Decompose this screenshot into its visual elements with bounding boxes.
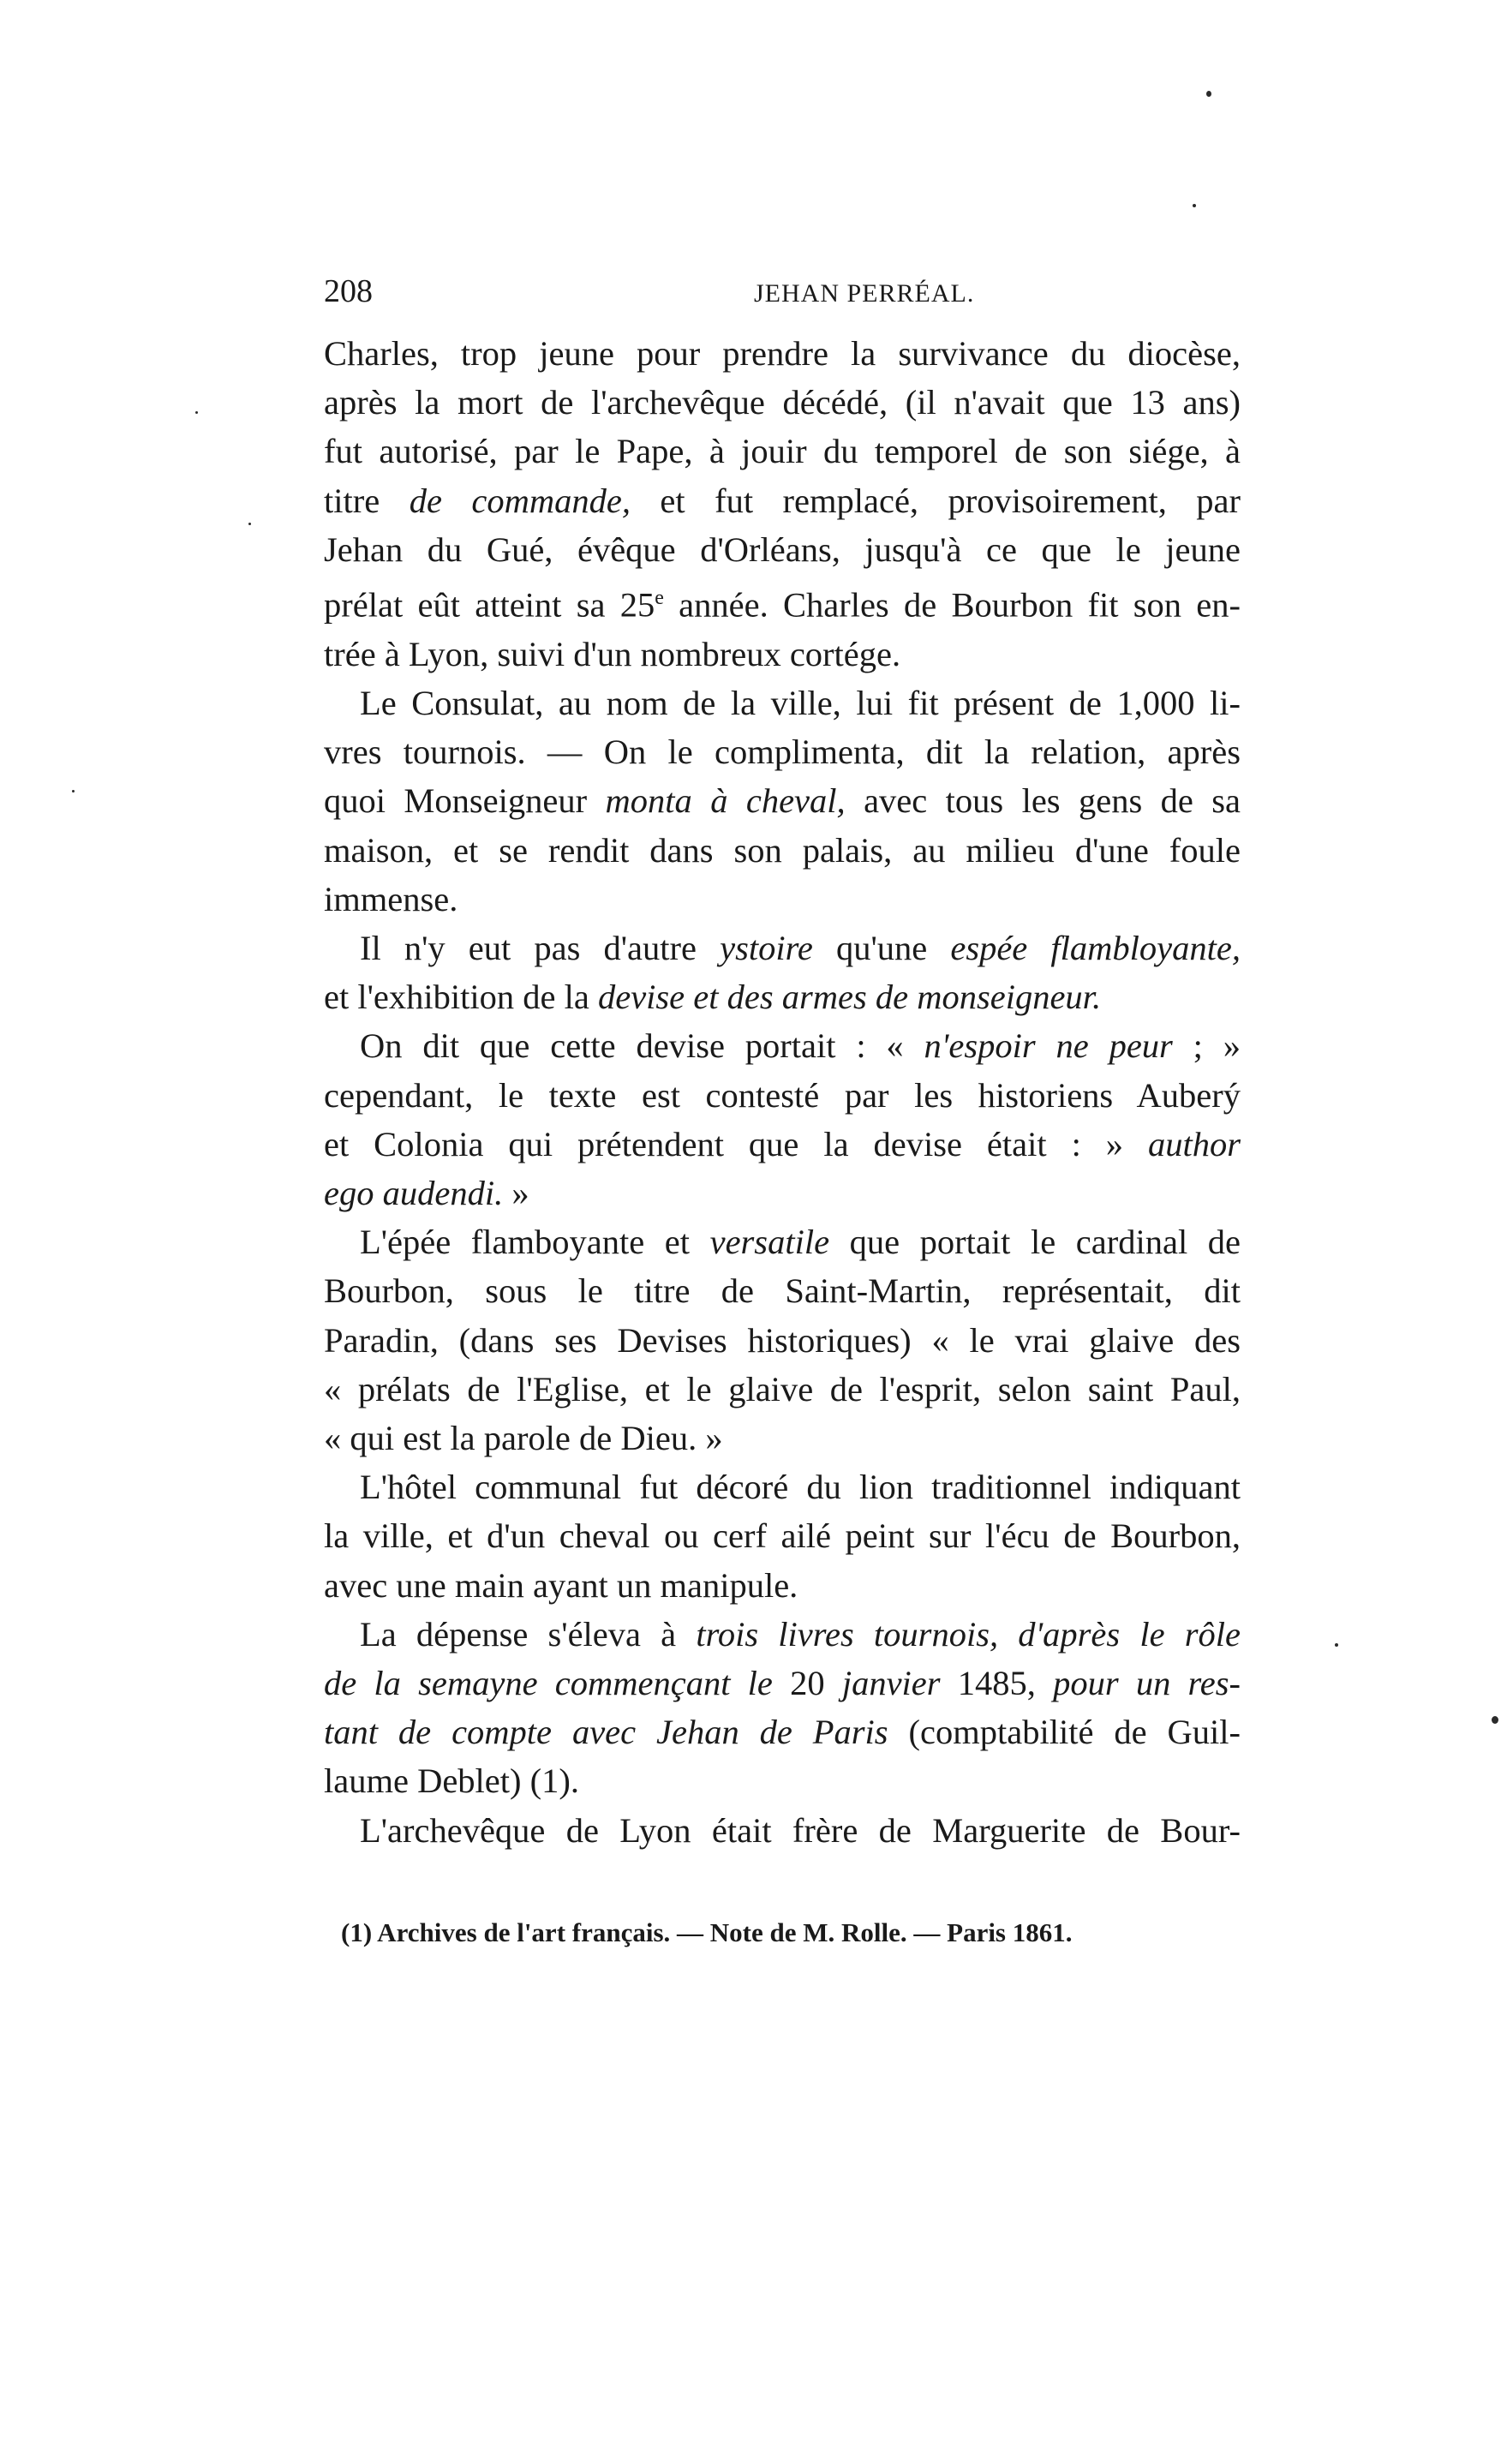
text-run: et Colonia qui prétendent que la devise était : » <box>324 1124 1148 1163</box>
text-line: « prélats de l'Eglise, et le glaive de l'esprit, selon saint Paul, <box>324 1369 1241 1408</box>
paragraph-7 <box>324 1610 1241 1806</box>
text-run: avec tous les gens de sa <box>845 781 1241 821</box>
text-run: titre <box>324 481 410 520</box>
italic-run: trois livres tournois, d'après le rôle <box>696 1614 1241 1654</box>
paragraph-6 <box>324 1462 1241 1610</box>
scan-speck <box>248 523 251 525</box>
text-run: et l'exhibition de la <box>324 978 598 1017</box>
text-line <box>324 1610 1241 1659</box>
page-header <box>324 272 1241 324</box>
text-line: « qui est la parole de Dieu. » <box>324 1418 723 1457</box>
text-run: (comptabilité de Guil- <box>888 1713 1241 1752</box>
scan-speck <box>72 790 75 792</box>
text-run: L'épée flamboyante et <box>360 1223 710 1262</box>
text-line: Bourbon, sous le titre de Saint-Martin, représentait, dit <box>324 1271 1241 1311</box>
text-line <box>324 1120 1241 1169</box>
text-line: Le Consulat, au nom de la ville, lui fit présent de 1,000 li- <box>360 683 1241 722</box>
scan-speck <box>1206 91 1211 97</box>
italic-run: devise et des armes de monseigneur. <box>597 978 1102 1017</box>
text-line <box>324 1217 1241 1266</box>
text-run: La dépense s'éleva à <box>360 1614 697 1654</box>
text-line: cependant, le texte est contesté par les historiens Auberý <box>324 1075 1241 1115</box>
text-run: On dit que cette devise portait : « <box>360 1026 924 1066</box>
text-line: après la mort de l'archevêque décédé, (il n'avait que 13 ans) <box>324 383 1241 422</box>
text-run: » <box>503 1173 529 1212</box>
text-line <box>324 776 1241 825</box>
italic-run: pour un res- <box>1053 1663 1241 1702</box>
text-line: Charles, trop jeune pour prendre la survivance du diocèse, <box>324 334 1241 373</box>
italic-run: author <box>1147 1124 1241 1163</box>
text-line <box>324 1021 1241 1070</box>
text-run: que portait le cardinal de <box>829 1223 1241 1262</box>
paragraph-1 <box>324 329 1241 679</box>
text-run: Il n'y eut pas d'autre <box>360 928 721 967</box>
text-line <box>324 476 1241 525</box>
text-line: vres tournois. — On le complimenta, dit la relation, après <box>324 733 1241 772</box>
paragraph-2 <box>324 679 1241 924</box>
text-line: avec une main ayant un manipule. <box>324 1565 798 1605</box>
text-line: L'archevêque de Lyon était frère de Marguerite de Bour- <box>360 1810 1241 1850</box>
text-run: quoi Monseigneur <box>324 781 606 821</box>
italic-run: de commande, <box>409 481 631 520</box>
running-title: JEHAN PERRÉAL. <box>754 279 975 308</box>
italic-run: ego audendi. <box>324 1173 504 1212</box>
text-run: ; » <box>1172 1026 1241 1066</box>
text-run: qu'une <box>812 928 951 967</box>
italic-run: versatile <box>709 1223 830 1262</box>
italic-run: monta à cheval, <box>605 781 846 821</box>
paragraph-4 <box>324 1021 1241 1217</box>
footnote: (1) Archives de l'art français. — Note de M. Rolle. — Paris 1861. <box>341 1917 1073 1947</box>
text-line: Jehan du Gué, évêque d'Orléans, jusqu'à ce que le jeune <box>324 529 1241 569</box>
scan-speck <box>1335 1643 1338 1647</box>
paragraph-8 <box>324 1806 1241 1855</box>
text-line <box>324 574 1241 630</box>
text-line: maison, et se rendit dans son palais, au milieu d'une foule <box>324 830 1241 870</box>
text-line: fut autorisé, par le Pape, à jouir du temporel de son siége, à <box>324 432 1241 471</box>
italic-run: de la semayne commençant le <box>324 1663 773 1702</box>
italic-run: n'espoir ne peur <box>924 1026 1173 1066</box>
body-text <box>324 329 1241 1855</box>
italic-run: ystoire <box>720 928 813 967</box>
text-line: Paradin, (dans ses Devises historiques) « le vrai glaive des <box>324 1320 1241 1360</box>
text-line: trée à Lyon, suivi d'un nombreux cortége. <box>324 634 901 673</box>
italic-run: tant de compte avec Jehan de Paris <box>324 1713 888 1752</box>
text-line: laume Deblet) (1). <box>324 1761 579 1801</box>
paragraph-5 <box>324 1217 1241 1462</box>
text-run: prélat eût atteint sa 25 <box>324 585 655 625</box>
text-run: année. Charles de Bourbon fit son en- <box>663 585 1241 625</box>
text-line: L'hôtel communal fut décoré du lion traditionnel indiquant <box>360 1468 1241 1507</box>
scan-speck <box>1193 204 1196 207</box>
text-line: immense. <box>324 879 458 918</box>
paragraph-3 <box>324 924 1241 1021</box>
text-run: 1485, <box>940 1663 1054 1702</box>
text-run: 20 <box>772 1663 842 1702</box>
superscript: e <box>655 587 664 610</box>
text-line <box>324 924 1241 972</box>
italic-run: espée flambloyante, <box>950 928 1241 967</box>
text-line: la ville, et d'un cheval ou cerf ailé peint sur l'écu de Bourbon, <box>324 1516 1241 1556</box>
text-line <box>324 972 1241 1021</box>
page-number: 208 <box>324 273 373 309</box>
text-line <box>324 1169 1241 1217</box>
scan-speck <box>1492 1716 1498 1724</box>
text-line <box>324 1659 1241 1707</box>
text-run: et fut remplacé, provisoirement, par <box>630 481 1241 520</box>
scan-speck <box>195 411 198 414</box>
italic-run: janvier <box>841 1663 941 1702</box>
text-line <box>324 1707 1241 1756</box>
